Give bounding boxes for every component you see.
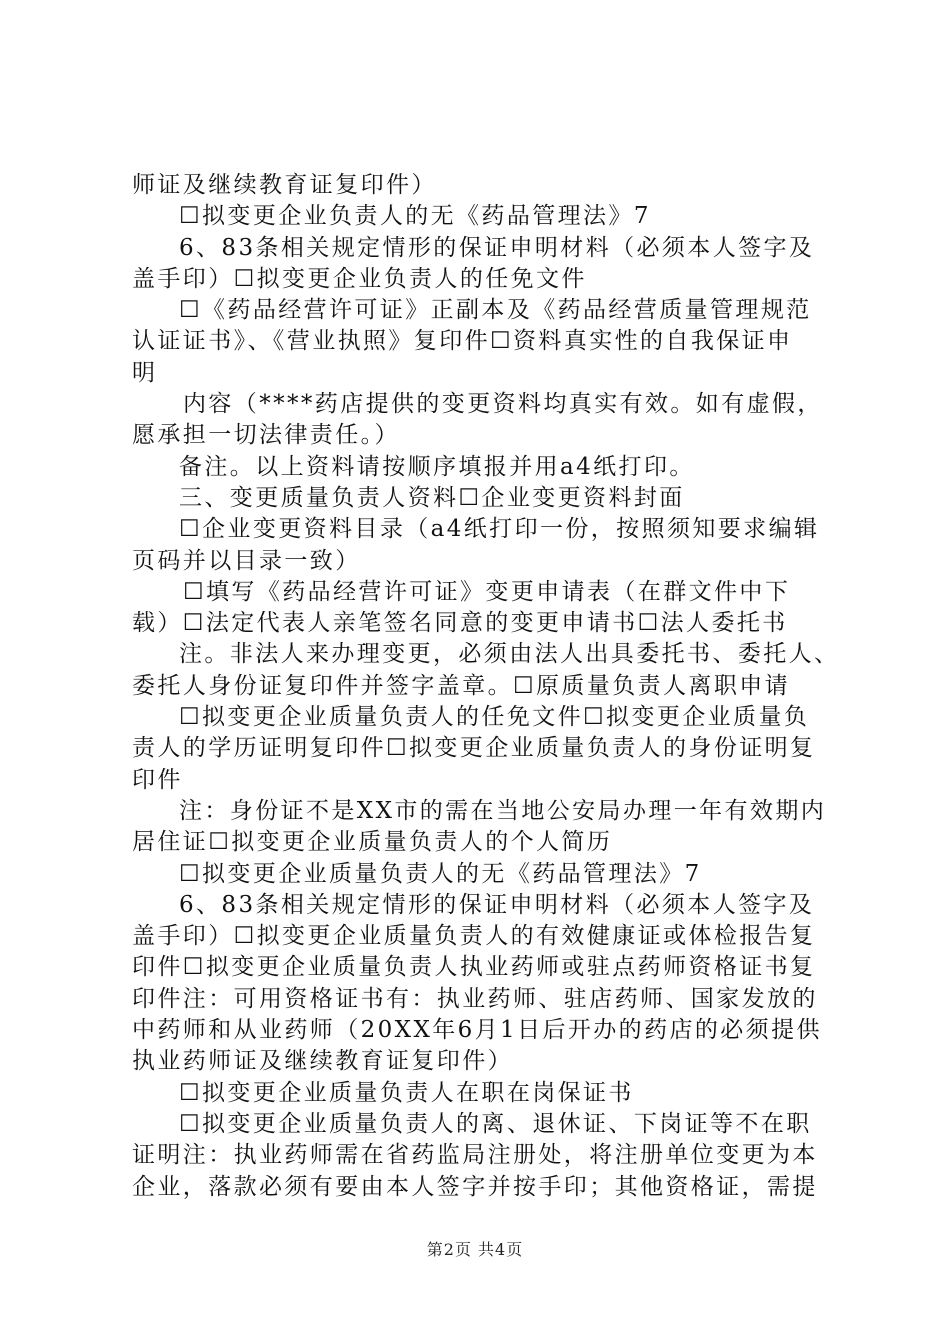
text-line: 盖手印）☐拟变更企业负责人的任免文件 [132, 265, 587, 292]
text-line: 师证及继续教育证复印件） [132, 172, 437, 198]
text-line: ☐拟变更企业质量负责人的无《药品管理法》7 [179, 860, 702, 887]
text-line: 页码并以目录一致） [132, 547, 361, 574]
text-line: 居住证☐拟变更企业质量负责人的个人简历 [132, 829, 613, 856]
text-line: 6、83条相关规定情形的保证申明材料（必须本人签字及 [179, 891, 815, 918]
text-line: 载）☐法定代表人亲笔签名同意的变更申请书☐法人委托书 [132, 610, 788, 637]
text-line: 盖手印）☐拟变更企业质量负责人的有效健康证或体检报告复 [132, 923, 816, 950]
text-line: 明 [132, 359, 158, 386]
text-line: ☐企业变更资料目录（a4纸打印一份，按照须知要求编辑 [179, 516, 820, 543]
text-line: 注。非法人来办理变更，必须由法人出具委托书、委托人、 [179, 641, 840, 668]
section-heading: 三、变更质量负责人资料☐企业变更资料封面 [179, 484, 685, 511]
text-line: 中药师和从业药师（20XX年6月1日后开办的药店的必须提供 [132, 1017, 822, 1044]
text-line: ☐拟变更企业负责人的无《药品管理法》7 [179, 203, 651, 230]
text-line: ☐填写《药品经营许可证》变更申请表（在群文件中下 [183, 578, 791, 605]
text-line: 注：身份证不是XX市的需在当地公安局办理一年有效期内 [179, 797, 827, 824]
document-body [132, 170, 840, 1203]
text-line: 印件注：可用资格证书有：执业药师、驻店药师、国家发放的 [132, 985, 818, 1012]
text-line: 印件 [132, 766, 183, 793]
text-line: ☐拟变更企业质量负责人的离、退休证、下岗证等不在职 [179, 1110, 812, 1137]
text-line: 责人的学历证明复印件☐拟变更企业质量负责人的身份证明复 [132, 735, 816, 762]
text-line: 备注。以上资料请按顺序填报并用a4纸打印。 [179, 453, 695, 480]
text-line: ☐拟变更企业质量负责人在职在岗保证书 [179, 1079, 634, 1106]
text-line: 内容（****药店提供的变更资料均真实有效。如有虚假， [183, 391, 823, 418]
text-line: 印件☐拟变更企业质量负责人执业药师或驻点药师资格证书复 [132, 954, 816, 981]
text-line: ☐《药品经营许可证》正副本及《药品经营质量管理规范 [179, 297, 812, 324]
text-line: 证明注：执业药师需在省药监局注册处，将注册单位变更为本 [132, 1142, 818, 1169]
text-line: 认证证书》、《营业执照》复印件☐资料真实性的自我保证申 [132, 328, 793, 355]
text-line: 愿承担一切法律责任。） [132, 422, 400, 449]
page-number: 第2页 共4页 [426, 1240, 524, 1259]
text-line: 委托人身份证复印件并签字盖章。☐原质量负责人离职申请 [132, 672, 791, 699]
text-line: ☐拟变更企业质量负责人的任免文件☐拟变更企业质量负 [179, 704, 810, 731]
text-line: 执业药师证及继续教育证复印件） [132, 1048, 513, 1075]
text-line: 企业，落款必须有要由本人签字并按手印；其他资格证，需提 [132, 1173, 818, 1200]
text-line: 6、83条相关规定情形的保证申明材料（必须本人签字及 [179, 234, 815, 261]
